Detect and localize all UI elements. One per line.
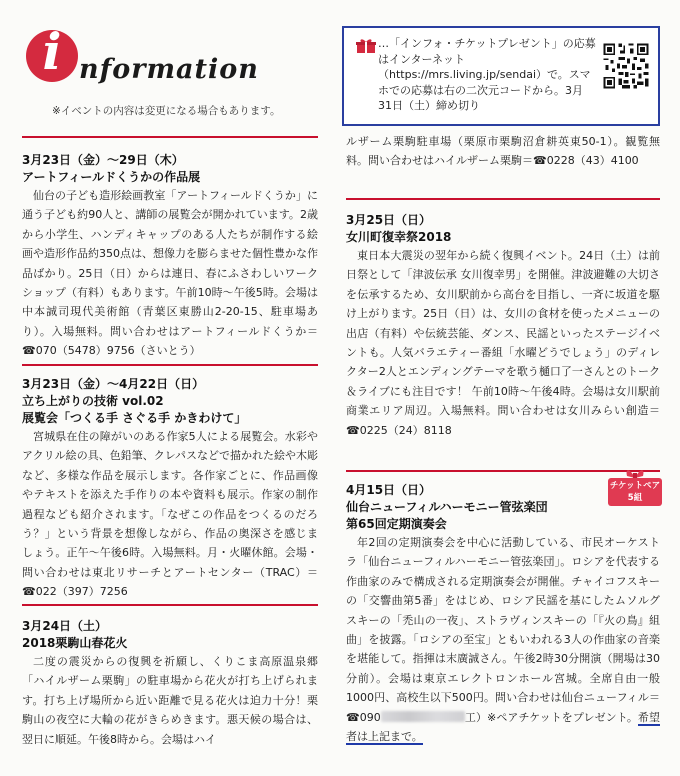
event-body-continued: ルザーム栗駒駐車場（栗原市栗駒沼倉耕英東50-1）。観覧無料。問い合わせはハイルザーム栗駒＝☎0228（43）4100 [346,135,660,168]
event-title: アートフィールドくうかの作品展 [22,170,201,184]
event-date: 3月25日（日） [346,213,432,227]
event-body: 宮城県在住の障がいのある作家5人による展覧会。水彩やアクリル絵の具、色鉛筆、クレパスなどで描かれた絵や木彫など、多様な作品を展示します。各作家ごとに、作品画像やテキストを添えた手作りの本や資料も展示。作家の制作過程なども紹介されます。「なぜこの作品をつくるのだろう？」という背景を想像しながら、作品の奥深さを感じましょう。正午～午後6時。入場無料。月・火曜休館。会場・問い合わせは東北リサーチとアートセンター（TRAC）＝☎022（397）7256 [22,430,318,599]
event-date: 3月23日（金）～29日（木） [22,153,184,167]
event-tachiagari [22,376,318,602]
qr-code-icon[interactable] [602,42,650,90]
information-logo-letter: i [42,22,62,81]
event-body: 東日本大震災の翌年から続く復興イベント。24日（土）は前日祭として「津波伝承 女川復幸男」を開催。津波避難の大切さを伝承するため、女川駅前から高台を目指し、一斉に坂道を駆け上がります。25日（日）は、女川の食材を使ったメニューの出店（有料）や伝統芸能、ダンス、民謡といったステージイベントも。人気バラエティー番組「水曜どうでしょう」のディレクター2人とエンディングテーマを歌う樋口了一さんとのトーク＆ライブにも注目です！ 午前10時～午後4時。会場は女川駅前商業エリア周辺。入場無料。問い合わせは女川みらい創造＝☎0225（24）8118 [346,249,660,437]
event-body: 仙台の子ども造形絵画教室「アートフィールドくうか」に通う子ども約90人と、講師の展覧会が開かれています。2歳から小学生、ハンディキャップのある人たちが制作する絵画や造形作品約350点は、想像力を膨らませた個性豊かな作品ばかり。25日（日）からは連日、春にふさわしいワークショップ（有料）もあります。午前10時～午後5時。会場は中本誠司現代美術館（青葉区東勝山2-20-15、駐車場あり）。入場無料。問い合わせはアートフィールドくうか＝☎070（5478）9756（さいとう） [22,189,318,358]
gift-icon [356,38,376,54]
section-divider [22,604,318,606]
change-notice: ※イベントの内容は変更になる場合もあります。 [52,105,281,117]
event-date: 4月15日（日） [346,483,432,497]
apply-instruction: 希望者は上記まで。 [346,710,661,744]
section-divider [22,136,318,138]
ticket-present-info-box [342,26,660,126]
event-date: 3月23日（金）～4月22日（日） [22,377,205,391]
section-divider [22,364,318,366]
event-onagawa [346,212,660,440]
event-title: 女川町復幸祭2018 [346,230,452,244]
event-title: 立ち上がりの技術 vol.02 [22,394,164,408]
ticket-present-info-text: …「インフォ・チケットプレゼント」の応募はインターネット（https://mrs.living.jp/sendai）で。スマホでの応募は右の二次元コードから。3月31日（土）締め切り [378,37,596,112]
event-kurikoma-fireworks [22,618,318,749]
event-body-text: 工）※ペアチケットをプレゼント。 [464,710,638,724]
information-logo-word: nformation [79,54,259,85]
event-body [346,533,660,746]
gift-bow-icon [624,466,646,478]
section-divider [346,198,660,200]
event-body-text: 年2回の定期演奏会を中心に活動している、市民オーケストラ「仙台ニューフィルハーモニー管弦楽団」。ロシアを代表する作曲家のみで構成される定期演奏会が開催。チャイコフスキーの「交響曲第5番」をはじめ、ロシア民謡を基にしたムソルグスキーの「禿山の一夜」、ストラヴィンスキーの「『火の鳥』組曲」を披露。「ロシアの至宝」ともいわれる3人の作曲家の音楽を堪能して。指揮は末廣誠さん。午後2時30分開演（開場は30分前）。会場は東京エレクトロンホール宮城。全席自由一般1000円、高校生以下500円。問い合わせは仙台ニューフィル＝☎090 [346,536,660,724]
event-kurikoma-fireworks-continued [346,132,660,171]
event-subtitle: 展覧会「つくる手 さぐる手 かきわけて」 [22,411,247,425]
event-title: 仙台ニューフィルハーモニー管弦楽団 [346,500,548,514]
redacted-phone-number [381,711,465,722]
event-title: 2018栗駒山春花火 [22,636,128,650]
event-subtitle: 第65回定期演奏会 [346,517,447,531]
event-body: 二度の震災からの復興を祈願し、くりこま高原温泉郷「ハイルザーム栗駒」の駐車場から花火が打ち上げられます。打ち上げ場所から近い距離で見る花火は迫力十分！栗駒山の夜空に大輪の花がきらめきます。悪天候の場合は、翌日に順延。午後8時から。会場はハイ [22,655,318,746]
ticket-pair-badge-label: チケットペア5組 [608,478,662,506]
event-date: 3月24日（土） [22,619,108,633]
event-art-field [22,152,318,361]
event-sendai-new-phil [346,482,660,746]
